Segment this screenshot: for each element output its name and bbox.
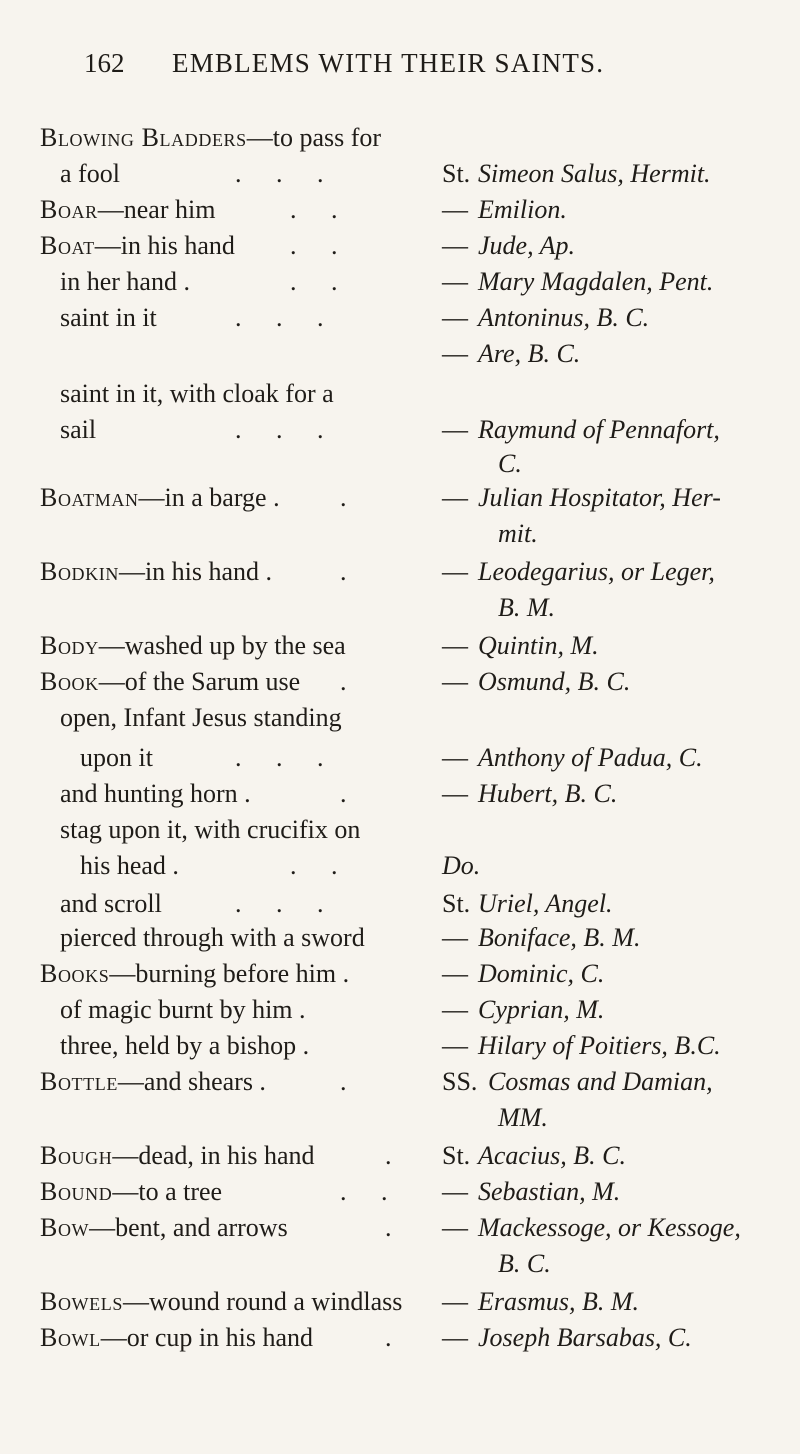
emblem-entry (40, 1066, 266, 1098)
saint-name: Do. (442, 851, 481, 880)
emblem-description: —or cup in his hand (100, 1323, 314, 1352)
emblem-description: stag upon it, with crucifix on (60, 815, 361, 844)
saint-name: Dominic, C. (478, 959, 605, 988)
saint-name: Hilary of Poitiers, B.C. (478, 1031, 721, 1060)
saint-entry (442, 922, 640, 954)
emblem-description: —near him (97, 195, 216, 224)
saint-entry (442, 194, 567, 226)
emblem-entry (80, 742, 153, 774)
saint-name: B. M. (498, 593, 556, 622)
emblem-description: and hunting horn . (60, 779, 251, 808)
saint-name: Antoninus, B. C. (478, 303, 650, 332)
saint-name: Simeon Salus, Hermit. (478, 159, 711, 188)
emblem-description: —bent, and arrows (89, 1213, 288, 1242)
emblem-description: his head . (80, 851, 179, 880)
saint-entry (442, 1030, 721, 1062)
saint-name: Cosmas and Damian, (488, 1067, 713, 1096)
saint-name: Hubert, B. C. (478, 779, 618, 808)
emblem-entry (80, 850, 179, 882)
saint-prefix: — (442, 1031, 468, 1060)
leader-dots: . (340, 667, 361, 696)
saint-name: Joseph Barsabas, C. (478, 1323, 692, 1352)
emblem-description: and scroll (60, 889, 162, 918)
saint-name: Uriel, Angel. (478, 889, 613, 918)
emblem-term: Boat (40, 231, 95, 260)
emblem-description: of magic burnt by him . (60, 995, 306, 1024)
saint-entry (442, 1066, 713, 1098)
leader-dots: . . . (235, 303, 338, 332)
leader-dots: . (385, 1141, 406, 1170)
saint-entry (442, 338, 580, 370)
saint-entry (442, 266, 713, 298)
saint-prefix: — (442, 779, 468, 808)
saint-prefix: — (442, 415, 468, 444)
emblem-entry (60, 994, 306, 1026)
emblem-description: —in a barge . (138, 483, 280, 512)
leader-dots: . (385, 1213, 406, 1242)
emblem-description: saint in it, with cloak for a (60, 379, 334, 408)
saint-name: Raymund of Pennafort, (478, 415, 720, 444)
emblem-entry (60, 378, 334, 410)
saint-name: Sebastian, M. (478, 1177, 621, 1206)
emblem-entry (40, 194, 215, 226)
saint-name: Jude, Ap. (478, 231, 575, 260)
emblem-term: Bough (40, 1141, 113, 1170)
saint-prefix: — (442, 667, 468, 696)
saint-name: Osmund, B. C. (478, 667, 631, 696)
emblem-entry (40, 1140, 315, 1172)
emblem-entry (60, 158, 120, 190)
leader-dots: . . . (235, 743, 338, 772)
saint-entry (442, 888, 613, 920)
saint-name: Mary Magdalen, Pent. (478, 267, 714, 296)
emblem-description: pierced through with a sword (60, 923, 365, 952)
emblem-entry (40, 1176, 222, 1208)
emblem-term: Bow (40, 1213, 90, 1242)
saint-name: MM. (498, 1103, 548, 1132)
leader-dots: . . . (235, 889, 338, 918)
saint-prefix: — (442, 631, 468, 660)
saint-prefix: St. (442, 889, 471, 918)
emblem-term: Bound (40, 1177, 113, 1206)
leader-dots: . (340, 779, 361, 808)
leader-dots: . (340, 557, 361, 586)
leader-dots: . (340, 1067, 361, 1096)
saint-name: Leodegarius, or Leger, (478, 557, 715, 586)
leader-dots: . . (290, 195, 352, 224)
saint-prefix: SS. (442, 1067, 478, 1096)
page-number: 162 (84, 48, 125, 78)
saint-prefix: — (442, 1177, 468, 1206)
saint-prefix: St. (442, 1141, 471, 1170)
leader-dots: . . . (235, 159, 338, 188)
saint-prefix: — (442, 995, 468, 1024)
saint-prefix: — (442, 923, 468, 952)
emblem-entry (60, 702, 342, 734)
emblem-description: open, Infant Jesus standing (60, 703, 342, 732)
saint-entry (442, 158, 711, 190)
emblem-entry (40, 230, 235, 262)
emblem-description: sail (60, 415, 97, 444)
saint-entry-continued (498, 1102, 548, 1134)
leader-dots: . (385, 1323, 406, 1352)
emblem-entry (40, 1286, 402, 1318)
saint-prefix: — (442, 267, 468, 296)
emblem-entry (60, 814, 360, 846)
emblem-description: —to a tree (112, 1177, 223, 1206)
emblem-term: Bottle (40, 1067, 118, 1096)
saint-entry (442, 850, 480, 882)
emblem-entry (60, 922, 365, 954)
emblem-entry (40, 958, 349, 990)
saint-prefix: — (442, 743, 468, 772)
emblem-term: Body (40, 631, 99, 660)
emblem-entry (40, 556, 272, 588)
emblem-description: —to pass for (246, 123, 382, 152)
saint-name: Anthony of Padua, C. (478, 743, 703, 772)
emblem-entry (60, 778, 251, 810)
saint-entry (442, 302, 649, 334)
emblem-entry (40, 482, 280, 514)
emblem-term: Bowels (40, 1287, 123, 1316)
saint-entry (442, 1212, 741, 1244)
emblem-entry (60, 1030, 309, 1062)
saint-entry (442, 1140, 626, 1172)
leader-dots: . . . (235, 415, 338, 444)
emblem-entry (40, 122, 381, 154)
emblem-term: Boatman (40, 483, 139, 512)
saint-prefix: — (442, 195, 468, 224)
emblem-entry (40, 630, 346, 662)
saint-entry (442, 556, 715, 588)
leader-dots: . . (290, 267, 352, 296)
saint-prefix: — (442, 303, 468, 332)
saint-name: Cyprian, M. (478, 995, 605, 1024)
saint-entry (442, 414, 720, 446)
emblem-term: Boar (40, 195, 98, 224)
saint-entry-continued (498, 448, 522, 480)
emblem-entry (60, 302, 157, 334)
emblem-description: —and shears . (117, 1067, 266, 1096)
saint-name: Julian Hospitator, Her- (478, 483, 721, 512)
emblem-term: Books (40, 959, 110, 988)
saint-name: Acacius, B. C. (478, 1141, 627, 1170)
saint-prefix: — (442, 557, 468, 586)
emblem-description: —burning before him . (109, 959, 350, 988)
emblem-entry (40, 1322, 313, 1354)
emblem-entry (60, 414, 96, 446)
saint-entry (442, 230, 575, 262)
emblem-term: Bowl (40, 1323, 101, 1352)
emblem-description: —wound round a windlass (122, 1287, 403, 1316)
saint-name: mit. (498, 519, 538, 548)
saint-entry (442, 666, 630, 698)
leader-dots: . . (290, 231, 352, 260)
saint-entry (442, 994, 604, 1026)
saint-entry-continued (498, 518, 538, 550)
saint-prefix: — (442, 1323, 468, 1352)
emblem-entry (60, 266, 190, 298)
running-title: EMBLEMS WITH THEIR SAINTS. (172, 48, 605, 78)
saint-name: C. (498, 449, 522, 478)
saint-entry-continued (498, 1248, 551, 1280)
emblem-description: in her hand . (60, 267, 190, 296)
emblem-description: —dead, in his hand (112, 1141, 315, 1170)
saint-prefix: — (442, 1213, 468, 1242)
emblem-description: —in his hand . (118, 557, 273, 586)
saint-entry (442, 1286, 639, 1318)
emblem-description: —washed up by the sea (98, 631, 346, 660)
emblem-term: Blowing Bladders (40, 123, 247, 152)
emblem-description: saint in it (60, 303, 157, 332)
emblem-description: —in his hand (94, 231, 235, 260)
emblem-term: Bodkin (40, 557, 119, 586)
saint-entry-continued (498, 592, 555, 624)
emblem-entry (40, 666, 300, 698)
saint-prefix: St. (442, 159, 471, 188)
saint-prefix: — (442, 959, 468, 988)
saint-entry (442, 1322, 692, 1354)
saint-entry (442, 482, 721, 514)
emblem-term: Book (40, 667, 99, 696)
emblem-description: a fool (60, 159, 120, 188)
saint-prefix: — (442, 231, 468, 260)
leader-dots: . . (290, 851, 352, 880)
saint-prefix: — (442, 483, 468, 512)
saint-entry (442, 630, 599, 662)
saint-prefix: — (442, 1287, 468, 1316)
emblem-description: three, held by a bishop . (60, 1031, 310, 1060)
saint-prefix: — (442, 339, 468, 368)
saint-name: Erasmus, B. M. (478, 1287, 640, 1316)
leader-dots: . (340, 483, 361, 512)
emblem-description: —of the Sarum use (98, 667, 301, 696)
saint-entry (442, 958, 604, 990)
saint-entry (442, 742, 703, 774)
emblem-entry (60, 888, 162, 920)
leader-dots: . . (340, 1177, 402, 1206)
emblem-entry (40, 1212, 288, 1244)
saint-entry (442, 778, 617, 810)
saint-name: B. C. (498, 1249, 551, 1278)
saint-entry (442, 1176, 620, 1208)
emblem-description: upon it (80, 743, 153, 772)
saint-name: Boniface, B. M. (478, 923, 641, 952)
saint-name: Emilion. (478, 195, 567, 224)
saint-name: Quintin, M. (478, 631, 599, 660)
saint-name: Mackessoge, or Kessoge, (478, 1213, 741, 1242)
saint-name: Are, B. C. (478, 339, 581, 368)
